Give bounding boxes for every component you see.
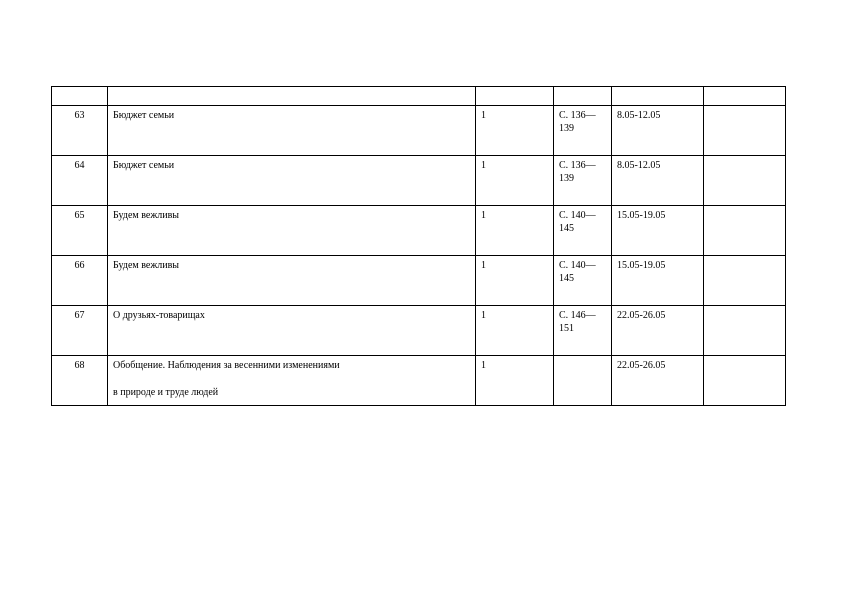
topic-line-1: Обобщение. Наблюдения за весенними изменениями (113, 360, 340, 371)
lesson-pages (554, 156, 612, 206)
table-row (52, 106, 786, 156)
lesson-date: 22.05-26.05 (612, 356, 704, 406)
lesson-number: 67 (52, 306, 108, 356)
table-row (52, 306, 786, 356)
header-cell (554, 87, 612, 106)
pages-line-2: 145 (559, 273, 574, 284)
header-cell (476, 87, 554, 106)
lesson-note (704, 156, 786, 206)
lesson-date: 8.05-12.05 (612, 156, 704, 206)
pages-line-1: С. 140— (559, 210, 596, 221)
header-cell (704, 87, 786, 106)
table-row (52, 256, 786, 306)
lesson-date: 15.05-19.05 (612, 206, 704, 256)
header-cell (52, 87, 108, 106)
lesson-note (704, 256, 786, 306)
lesson-hours: 1 (476, 156, 554, 206)
pages-line-2: 139 (559, 173, 574, 184)
pages-line-2: 145 (559, 223, 574, 234)
pages-line-1: С. 140— (559, 260, 596, 271)
table-header-row (52, 87, 786, 106)
lesson-number: 66 (52, 256, 108, 306)
table-row (52, 206, 786, 256)
pages-line-2: 151 (559, 323, 574, 334)
topic-line-1: Бюджет семьи (113, 110, 175, 121)
lesson-hours: 1 (476, 306, 554, 356)
lesson-topic (108, 306, 476, 356)
lesson-hours: 1 (476, 106, 554, 156)
lesson-number: 65 (52, 206, 108, 256)
lesson-pages (554, 206, 612, 256)
header-cell (108, 87, 476, 106)
lesson-topic (108, 256, 476, 306)
table-row (52, 156, 786, 206)
topic-line-2: в природе и труде людей (113, 387, 219, 398)
lesson-note (704, 356, 786, 406)
lesson-date: 8.05-12.05 (612, 106, 704, 156)
topic-line-1: Бюджет семьи (113, 160, 175, 171)
lesson-pages (554, 306, 612, 356)
lesson-pages (554, 106, 612, 156)
lesson-number: 68 (52, 356, 108, 406)
lesson-date: 15.05-19.05 (612, 256, 704, 306)
lesson-note (704, 306, 786, 356)
table-row (52, 356, 786, 406)
lesson-hours: 1 (476, 256, 554, 306)
lesson-number: 63 (52, 106, 108, 156)
lesson-plan-table (51, 86, 786, 406)
header-cell (612, 87, 704, 106)
lesson-pages (554, 256, 612, 306)
lesson-note (704, 106, 786, 156)
lesson-pages (554, 356, 612, 406)
lesson-topic (108, 156, 476, 206)
lesson-topic (108, 106, 476, 156)
lesson-topic (108, 356, 476, 406)
pages-line-2: 139 (559, 123, 574, 134)
pages-line-1: С. 146— (559, 310, 596, 321)
lesson-note (704, 206, 786, 256)
topic-line-1: Будем вежливы (113, 260, 180, 271)
pages-line-1: С. 136— (559, 160, 596, 171)
topic-line-1: Будем вежливы (113, 210, 180, 221)
lesson-number: 64 (52, 156, 108, 206)
lesson-hours: 1 (476, 206, 554, 256)
pages-line-1: С. 136— (559, 110, 596, 121)
lesson-topic (108, 206, 476, 256)
lesson-hours: 1 (476, 356, 554, 406)
topic-line-1: О друзьях-товарищах (113, 310, 205, 321)
lesson-date: 22.05-26.05 (612, 306, 704, 356)
